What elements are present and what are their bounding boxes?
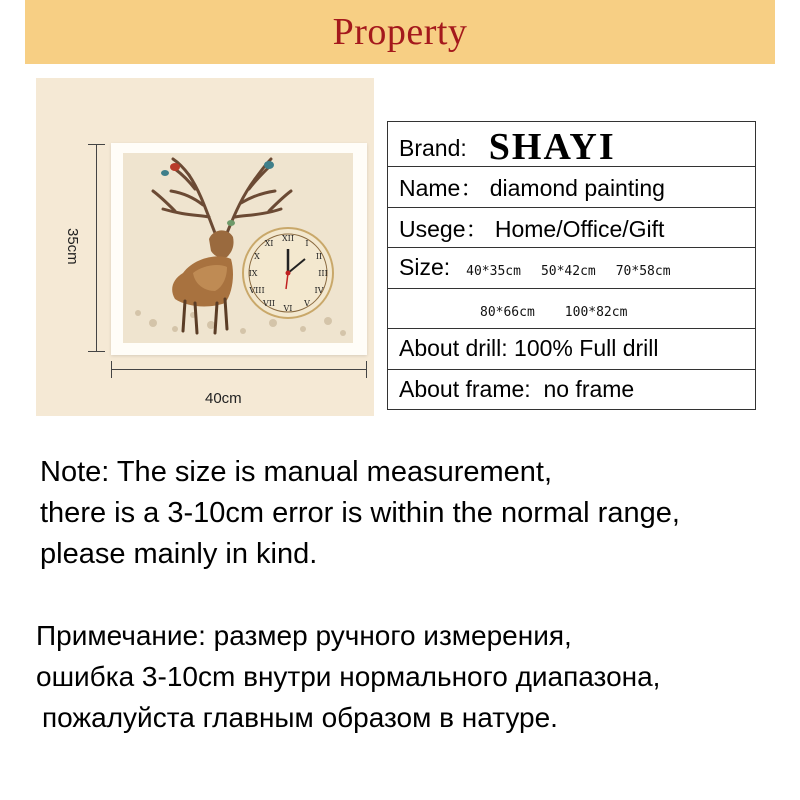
header-bar	[25, 0, 775, 64]
note-english	[40, 452, 780, 575]
size-label: Size:	[399, 254, 451, 281]
size-option: 40*35cm	[466, 264, 521, 280]
page-title: Property	[332, 11, 468, 53]
painting-illustration	[123, 153, 353, 343]
deer-clock-painting	[123, 153, 353, 343]
svg-text:IX: IX	[248, 269, 258, 278]
spec-table	[387, 121, 756, 410]
note-en-line: please mainly in kind.	[40, 538, 318, 570]
brand-value: SHAYI	[488, 126, 616, 168]
spec-row-drill	[388, 329, 756, 370]
spec-row-usage	[388, 207, 756, 248]
spec-row-name	[388, 167, 756, 208]
note-en-line: Note: The size is manual measurement,	[40, 456, 553, 488]
size-option: 80*66cm	[480, 304, 535, 320]
frame-value: About frame: no frame	[388, 369, 756, 410]
note-russian	[36, 615, 796, 738]
product-image-panel	[36, 78, 374, 416]
width-dimension-cap-right	[366, 361, 367, 378]
spec-row-brand	[388, 122, 756, 167]
spec-row-size-more	[388, 288, 756, 329]
svg-text:VI: VI	[283, 304, 293, 313]
svg-text:III: III	[318, 269, 328, 278]
svg-text:I: I	[305, 239, 309, 248]
svg-text:V: V	[304, 299, 310, 308]
usage-value: Usege： Home/Office/Gift	[388, 207, 756, 248]
drill-value: About drill: 100% Full drill	[388, 329, 756, 370]
width-dimension-line	[111, 369, 367, 370]
spec-row-size	[388, 248, 756, 289]
note-ru-line: Примечание: размер ручного измерения,	[36, 620, 572, 651]
note-ru-line: пожалуйста главным образом в натуре.	[42, 702, 558, 733]
width-dimension-label: 40cm	[205, 390, 242, 407]
note-ru-line: ошибка 3-10cm внутри нормального диапазона,	[36, 661, 661, 692]
height-dimension-cap-bottom	[88, 351, 105, 352]
name-value: Name： diamond painting	[388, 167, 756, 208]
height-dimension-line	[96, 144, 97, 352]
svg-text:X: X	[254, 252, 260, 261]
height-dimension-label: 35cm	[64, 228, 81, 265]
size-option: 50*42cm	[540, 264, 596, 280]
svg-text:XI: XI	[264, 239, 274, 248]
note-en-line: there is a 3-10cm error is within the normal range,	[40, 497, 680, 529]
size-option: 100*82cm	[564, 304, 628, 320]
height-dimension-cap-top	[88, 144, 105, 145]
svg-text:VIII: VIII	[249, 286, 265, 295]
svg-text:XII: XII	[281, 234, 295, 243]
spec-row-frame	[388, 369, 756, 410]
svg-text:VII: VII	[262, 299, 276, 308]
svg-text:IV: IV	[314, 286, 324, 295]
width-dimension-cap-left	[111, 361, 112, 378]
brand-label: Brand:	[399, 135, 467, 161]
painting-frame	[111, 143, 367, 355]
size-option: 70*58cm	[615, 264, 671, 280]
svg-text:II: II	[315, 252, 323, 261]
